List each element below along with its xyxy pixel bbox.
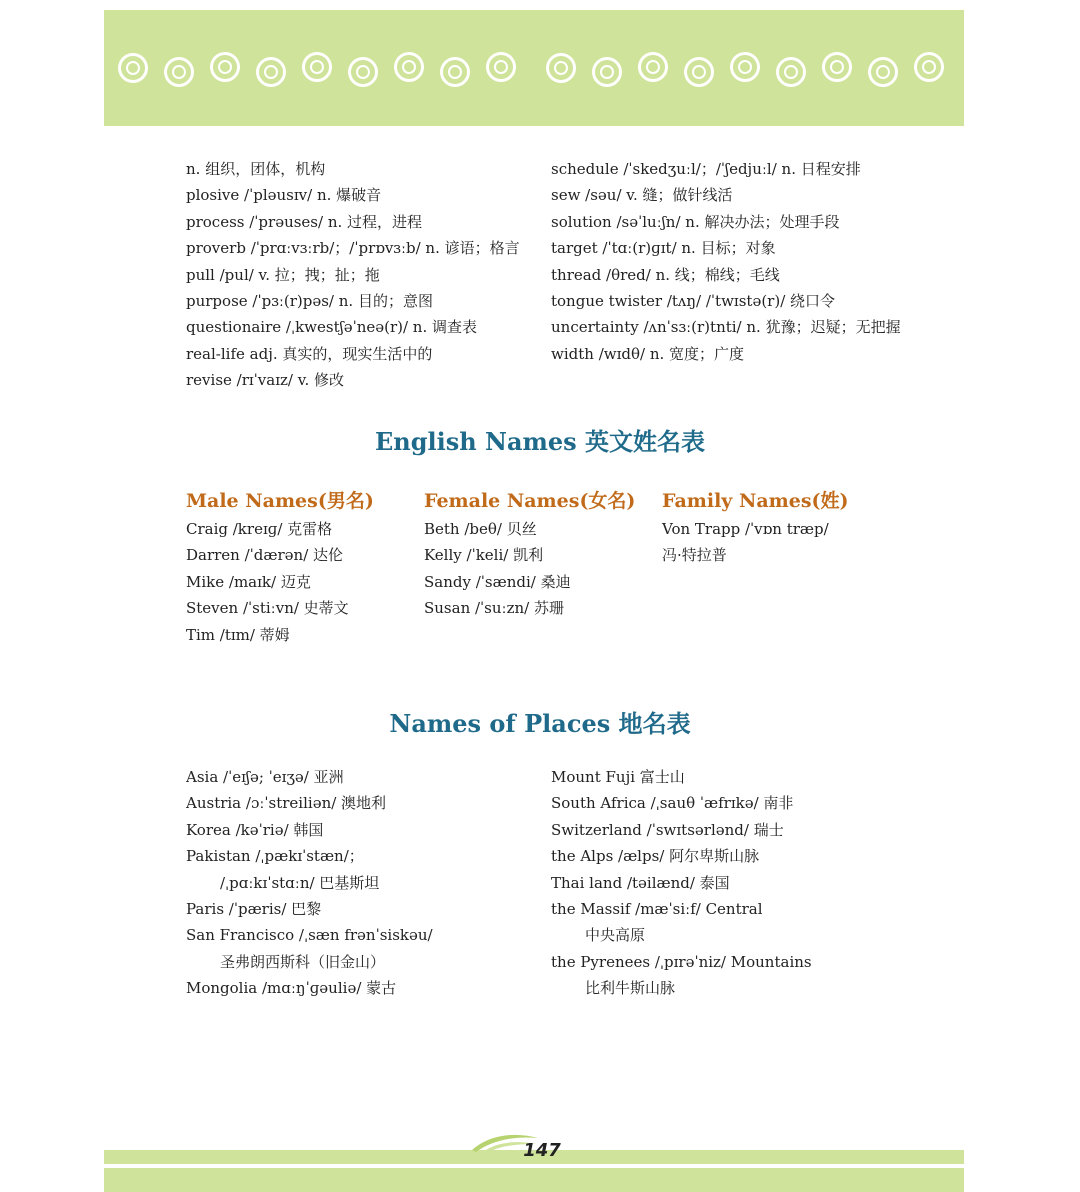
vocab-right-column — [551, 156, 901, 367]
vocab-entry: sew /səu/ v. 缝；做针线活 — [551, 186, 733, 205]
place-entry: San Francisco /ˌsæn frənˈsiskəu/ — [186, 926, 433, 945]
name-entry: Sandy /ˈsændi/ 桑迪 — [424, 572, 571, 591]
ring-icon — [164, 57, 194, 87]
ring-icon — [684, 57, 714, 87]
place-entry: Asia /ˈeɪʃə; ˈeɪʒə/ 亚洲 — [186, 768, 344, 786]
name-entry: Steven /ˈstiːvn/ 史蒂文 — [186, 599, 349, 618]
place-entry: Mongolia /mɑːŋˈɡəuliə/ 蒙古 — [186, 979, 397, 998]
vocab-entry: target /ˈtɑː(r)ɡɪt/ n. 目标；对象 — [551, 239, 776, 258]
name-entry: Beth /beθ/ 贝丝 — [424, 520, 537, 538]
vocab-entry: purpose /ˈpɜː(r)pəs/ n. 目的；意图 — [186, 292, 433, 311]
page-number: 147 — [523, 1140, 561, 1161]
ring-icon — [256, 57, 286, 87]
vocab-entry: tongue twister /tʌŋ/ /ˈtwɪstə(r)/ 绕口令 — [551, 292, 836, 311]
place-entry: 中央高原 — [585, 926, 646, 945]
place-entry: Korea /kəˈriə/ 韩国 — [186, 820, 324, 839]
ring-icon — [546, 53, 576, 83]
name-entry: Mike /maɪk/ 迈克 — [186, 572, 311, 591]
place-entry: the Alps /ælps/ 阿尔卑斯山脉 — [551, 847, 760, 866]
ring-icon — [822, 52, 852, 82]
female-names-heading: Female Names(女名) — [424, 490, 636, 512]
ring-icon — [776, 57, 806, 87]
male-names-list — [186, 516, 349, 648]
vocab-entry: n. 组织，团体，机构 — [186, 160, 326, 178]
female-names-list — [424, 516, 571, 622]
ring-icon — [638, 52, 668, 82]
name-entry: Tim /tɪm/ 蒂姆 — [186, 625, 290, 644]
ring-icon — [394, 52, 424, 82]
vocab-entry: pull /pul/ v. 拉；拽；扯；拖 — [186, 265, 380, 284]
place-entry: 比利牛斯山脉 — [585, 979, 676, 998]
ring-icon — [118, 53, 148, 83]
ring-icon — [302, 52, 332, 82]
place-entry: Switzerland /ˈswɪtsərlənd/ 瑞士 — [551, 820, 784, 839]
vocab-entry: proverb /ˈprɑːvɜːrb/；/ˈprɒvɜːb/ n. 谚语；格言 — [186, 239, 520, 258]
ring-icon — [914, 52, 944, 82]
ring-icon — [868, 57, 898, 87]
place-entry: Paris /ˈpæris/ 巴黎 — [186, 900, 322, 919]
name-entry: Susan /ˈsuːzn/ 苏珊 — [424, 599, 564, 618]
vocab-left-column — [186, 156, 520, 394]
place-entry: the Pyrenees /ˌpɪrəˈniz/ Mountains — [551, 952, 812, 971]
ring-icon — [440, 57, 470, 87]
name-entry: Kelly /ˈkeli/ 凯利 — [424, 546, 544, 565]
vocab-entry: real-life adj. 真实的，现实生活中的 — [186, 344, 433, 363]
vocab-entry: width /wɪdθ/ n. 宽度；广度 — [551, 344, 745, 363]
name-entry: Craig /kreɪɡ/ 克雷格 — [186, 520, 333, 538]
ring-icon — [348, 57, 378, 87]
ring-icon — [730, 52, 760, 82]
male-names-heading: Male Names(男名) — [186, 490, 374, 512]
place-entry: the Massif /mæˈsiːf/ Central — [551, 900, 763, 919]
ring-icon — [210, 52, 240, 82]
footer-divider — [104, 1164, 964, 1168]
name-entry: 冯·特拉普 — [662, 546, 727, 565]
header-band — [104, 10, 964, 126]
place-entry: 圣弗朗西斯科（旧金山） — [220, 952, 386, 971]
place-entry: Pakistan /ˌpækɪˈstæn/； — [186, 847, 364, 866]
place-entry: Mount Fuji 富士山 — [551, 768, 685, 786]
vocab-entry: process /ˈprəuses/ n. 过程，进程 — [186, 212, 423, 231]
places-title: Names of Places 地名表 — [389, 709, 691, 738]
english-names-title: English Names 英文姓名表 — [374, 427, 706, 456]
places-right-column — [551, 764, 812, 1002]
place-entry: /ˌpɑːkɪˈstɑːn/ 巴基斯坦 — [220, 873, 380, 892]
name-entry: Darren /ˈdærən/ 达伦 — [186, 546, 344, 565]
vocab-entry: plosive /ˈpləusɪv/ n. 爆破音 — [186, 186, 382, 205]
name-entry: Von Trapp /ˈvɒn træp/ — [662, 520, 829, 538]
vocab-entry: revise /rɪˈvaɪz/ v. 修改 — [186, 371, 344, 390]
place-entry: Austria /ɔːˈstreiliən/ 澳地利 — [186, 794, 387, 813]
vocab-entry: thread /θred/ n. 线；棉线；毛线 — [551, 265, 780, 284]
place-entry: South Africa /ˌsauθ ˈæfrɪkə/ 南非 — [551, 794, 794, 813]
family-names-heading: Family Names(姓) — [662, 490, 849, 512]
family-names-list — [662, 516, 829, 569]
vocab-entry: schedule /ˈskedʒuːl/；/ˈʃedjuːl/ n. 日程安排 — [551, 160, 861, 178]
vocab-entry: solution /səˈluːʃn/ n. 解决办法；处理手段 — [551, 212, 840, 231]
ring-icon — [592, 57, 622, 87]
places-left-column — [186, 764, 433, 1002]
vocab-entry: uncertainty /ʌnˈsɜː(r)tnti/ n. 犹豫；迟疑；无把握 — [551, 318, 901, 337]
vocab-entry: questionaire /ˌkwestʃəˈneə(r)/ n. 调查表 — [186, 318, 477, 337]
place-entry: Thai land /təilænd/ 泰国 — [551, 873, 730, 892]
ring-binder-decoration — [104, 10, 964, 126]
ring-icon — [486, 52, 516, 82]
